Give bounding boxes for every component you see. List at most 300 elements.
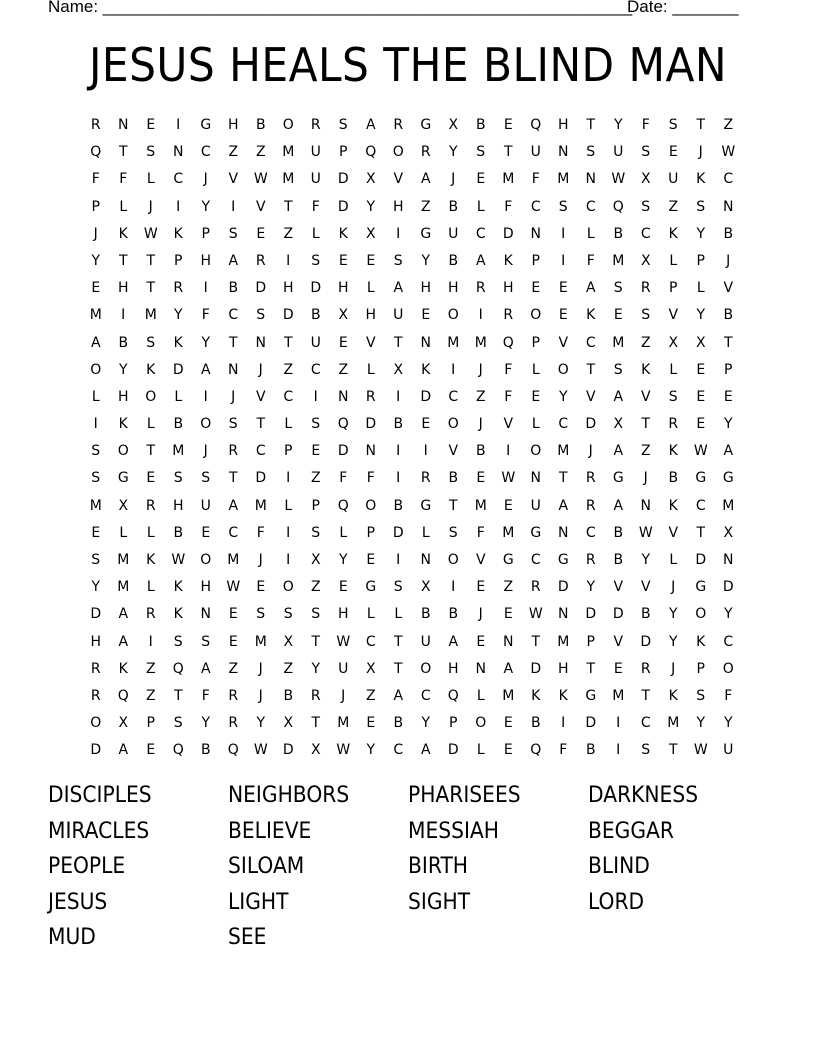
- grid-letter: R: [365, 388, 376, 405]
- grid-letter: M: [337, 715, 350, 732]
- grid-letter: P: [284, 443, 293, 460]
- grid-letter: J: [451, 171, 456, 188]
- grid-letter: N: [723, 198, 734, 215]
- grid-letter: I: [176, 117, 181, 133]
- grid-letter: R: [668, 416, 679, 433]
- grid-letter: Q: [337, 416, 349, 433]
- grid-letter: Z: [640, 334, 651, 351]
- grid-row: [82, 493, 742, 520]
- grid-letter: D: [502, 225, 514, 242]
- grid-letter: K: [503, 252, 513, 269]
- grid-letter: U: [448, 225, 459, 242]
- grid-letter: R: [503, 307, 514, 324]
- grid-letter: O: [145, 388, 157, 405]
- grid-letter: K: [173, 606, 183, 623]
- grid-letter: D: [695, 552, 707, 568]
- grid-letter: A: [503, 660, 514, 677]
- grid-letter: T: [118, 144, 128, 161]
- grid-letter: G: [585, 687, 597, 704]
- grid-letter: Y: [696, 307, 706, 324]
- grid-letter: V: [558, 334, 569, 351]
- word-bank-item: BIRTH: [408, 854, 469, 880]
- grid-letter: V: [585, 388, 596, 405]
- grid-letter: F: [504, 198, 513, 215]
- grid-letter: K: [668, 497, 678, 514]
- grid-letter: T: [228, 334, 238, 351]
- grid-letter: L: [146, 579, 155, 596]
- grid-letter: S: [311, 524, 321, 541]
- grid-letter: J: [258, 660, 263, 677]
- grid-letter: Y: [723, 606, 733, 623]
- grid-letter: S: [91, 552, 101, 568]
- grid-letter: M: [612, 687, 625, 704]
- grid-letter: E: [696, 361, 706, 378]
- grid-letter: R: [173, 280, 184, 297]
- grid-letter: B: [310, 307, 321, 324]
- grid-letter: A: [393, 280, 404, 297]
- grid-row: [82, 330, 742, 357]
- grid-letter: N: [200, 606, 211, 623]
- grid-letter: D: [557, 579, 569, 596]
- grid-letter: X: [283, 715, 294, 732]
- grid-letter: A: [613, 497, 624, 514]
- grid-letter: L: [586, 225, 595, 242]
- grid-letter: Z: [310, 470, 321, 487]
- grid-letter: S: [641, 742, 651, 759]
- grid-letter: J: [588, 443, 593, 460]
- grid-letter: S: [311, 606, 321, 623]
- grid-letter: S: [311, 416, 321, 433]
- grid-letter: M: [89, 497, 102, 514]
- grid-letter: S: [613, 280, 623, 297]
- grid-letter: T: [641, 416, 651, 433]
- grid-letter: S: [393, 252, 403, 269]
- grid-letter: A: [613, 388, 624, 405]
- grid-letter: D: [392, 524, 404, 541]
- grid-letter: W: [253, 742, 268, 759]
- grid-letter: T: [283, 198, 293, 215]
- grid-letter: L: [476, 198, 485, 215]
- grid-letter: Y: [668, 633, 678, 650]
- grid-letter: E: [256, 579, 266, 596]
- grid-letter: D: [420, 388, 432, 405]
- grid-letter: K: [696, 171, 706, 188]
- grid-letter: Z: [640, 443, 651, 460]
- grid-letter: R: [420, 470, 431, 487]
- grid-row: [82, 302, 742, 329]
- grid-letter: S: [641, 198, 651, 215]
- grid-letter: B: [668, 470, 679, 487]
- grid-letter: I: [506, 443, 511, 460]
- grid-letter: M: [557, 171, 570, 188]
- grid-row: [82, 221, 742, 248]
- grid-letter: Y: [641, 552, 651, 568]
- grid-row: [82, 656, 742, 683]
- grid-letter: C: [228, 524, 239, 541]
- grid-letter: R: [475, 280, 486, 297]
- grid-letter: P: [146, 715, 155, 732]
- grid-letter: S: [283, 606, 293, 623]
- grid-letter: Q: [172, 742, 184, 759]
- grid-letter: V: [228, 171, 239, 188]
- grid-letter: O: [447, 416, 459, 433]
- grid-letter: W: [693, 443, 708, 460]
- grid-letter: S: [173, 470, 183, 487]
- grid-letter: M: [667, 715, 680, 732]
- grid-letter: S: [558, 198, 568, 215]
- grid-letter: H: [200, 252, 212, 269]
- grid-letter: C: [420, 687, 431, 704]
- grid-letter: S: [228, 416, 238, 433]
- grid-letter: W: [528, 606, 543, 623]
- grid-letter: I: [203, 280, 208, 297]
- grid-letter: M: [172, 443, 185, 460]
- grid-letter: E: [146, 742, 156, 759]
- grid-letter: T: [283, 334, 293, 351]
- grid-letter: T: [393, 660, 403, 677]
- grid-letter: H: [365, 307, 377, 324]
- grid-letter: V: [255, 198, 266, 215]
- grid-letter: P: [696, 252, 705, 269]
- grid-letter: S: [201, 633, 211, 650]
- grid-letter: R: [420, 144, 431, 161]
- grid-letter: F: [531, 171, 540, 188]
- grid-letter: A: [118, 633, 129, 650]
- grid-letter: F: [311, 198, 320, 215]
- grid-letter: K: [668, 443, 678, 460]
- grid-letter: B: [613, 552, 624, 568]
- grid-letter: N: [585, 171, 596, 188]
- grid-letter: F: [504, 388, 513, 405]
- grid-letter: Y: [91, 252, 101, 269]
- grid-letter: E: [503, 742, 513, 759]
- grid-letter: E: [91, 524, 101, 541]
- page-title: JESUS HEALS THE BLIND MAN: [88, 38, 728, 92]
- grid-letter: E: [256, 225, 266, 242]
- grid-letter: L: [476, 742, 485, 759]
- grid-letter: Z: [365, 687, 376, 704]
- grid-letter: L: [366, 606, 375, 623]
- word-bank-item: BELIEVE: [228, 818, 312, 844]
- grid-letter: J: [643, 470, 648, 487]
- grid-letter: B: [448, 198, 459, 215]
- grid-letter: Z: [145, 687, 156, 704]
- grid-letter: S: [476, 144, 486, 161]
- grid-letter: N: [118, 117, 129, 133]
- grid-letter: M: [612, 334, 625, 351]
- grid-letter: K: [338, 225, 348, 242]
- grid-letter: A: [420, 171, 431, 188]
- grid-letter: I: [313, 388, 318, 405]
- grid-letter: B: [393, 497, 404, 514]
- grid-letter: B: [200, 742, 211, 759]
- grid-letter: I: [286, 552, 291, 568]
- grid-letter: V: [723, 280, 734, 297]
- grid-letter: E: [338, 334, 348, 351]
- grid-letter: L: [696, 280, 705, 297]
- grid-letter: Z: [283, 660, 294, 677]
- grid-letter: K: [668, 687, 678, 704]
- grid-letter: J: [671, 660, 676, 677]
- grid-letter: M: [557, 633, 570, 650]
- grid-letter: I: [478, 307, 483, 324]
- grid-letter: O: [530, 307, 542, 324]
- grid-letter: Y: [173, 307, 183, 324]
- grid-letter: C: [585, 198, 596, 215]
- grid-letter: K: [696, 633, 706, 650]
- grid-letter: X: [118, 715, 129, 732]
- grid-letter: N: [530, 225, 541, 242]
- grid-letter: Y: [91, 579, 101, 596]
- grid-letter: Q: [530, 742, 542, 759]
- grid-letter: V: [365, 334, 376, 351]
- grid-letter: K: [118, 416, 128, 433]
- grid-letter: L: [311, 225, 320, 242]
- grid-letter: Z: [145, 660, 156, 677]
- grid-letter: U: [310, 144, 321, 161]
- grid-letter: G: [117, 470, 129, 487]
- grid-letter: T: [696, 524, 706, 541]
- grid-row: [82, 139, 742, 166]
- grid-letter: I: [561, 252, 566, 269]
- grid-letter: F: [201, 307, 210, 324]
- grid-letter: N: [255, 334, 266, 351]
- grid-letter: V: [393, 171, 404, 188]
- grid-letter: D: [722, 579, 734, 596]
- grid-letter: P: [669, 280, 678, 297]
- grid-letter: X: [420, 579, 431, 596]
- grid-letter: O: [90, 715, 102, 732]
- grid-letter: F: [366, 470, 375, 487]
- grid-letter: E: [476, 633, 486, 650]
- grid-letter: U: [668, 171, 679, 188]
- grid-letter: P: [339, 144, 348, 161]
- grid-letter: N: [558, 144, 569, 161]
- grid-letter: R: [145, 497, 156, 514]
- grid-letter: C: [640, 715, 651, 732]
- grid-letter: P: [366, 524, 375, 541]
- grid-letter: M: [117, 552, 130, 568]
- grid-letter: E: [311, 443, 321, 460]
- grid-letter: A: [228, 252, 239, 269]
- grid-letter: X: [613, 416, 624, 433]
- grid-letter: U: [310, 334, 321, 351]
- grid-letter: H: [282, 280, 294, 297]
- grid-letter: I: [121, 307, 126, 324]
- word-bank-item: MIRACLES: [48, 818, 150, 844]
- grid-letter: E: [421, 307, 431, 324]
- grid-letter: Q: [365, 144, 377, 161]
- grid-letter: T: [146, 252, 156, 269]
- grid-letter: B: [640, 606, 651, 623]
- grid-letter: D: [90, 742, 102, 759]
- grid-letter: T: [696, 117, 706, 133]
- grid-letter: O: [722, 660, 734, 677]
- grid-letter: M: [474, 334, 487, 351]
- grid-letter: J: [203, 443, 208, 460]
- grid-letter: S: [393, 579, 403, 596]
- grid-letter: S: [256, 606, 266, 623]
- grid-letter: M: [722, 497, 735, 514]
- grid-letter: W: [611, 171, 626, 188]
- grid-letter: D: [585, 416, 597, 433]
- grid-letter: Y: [723, 416, 733, 433]
- grid-letter: Q: [447, 687, 459, 704]
- grid-letter: E: [228, 606, 238, 623]
- grid-letter: H: [392, 198, 404, 215]
- grid-letter: T: [641, 687, 651, 704]
- grid-letter: F: [256, 524, 265, 541]
- grid-letter: M: [282, 144, 295, 161]
- grid-letter: N: [338, 388, 349, 405]
- grid-letter: T: [668, 742, 678, 759]
- grid-letter: X: [640, 171, 651, 188]
- grid-letter: V: [448, 443, 459, 460]
- grid-letter: R: [90, 687, 101, 704]
- grid-letter: X: [365, 171, 376, 188]
- grid-letter: B: [613, 225, 624, 242]
- grid-letter: Y: [256, 715, 266, 732]
- grid-letter: E: [613, 660, 623, 677]
- grid-letter: H: [200, 579, 212, 596]
- grid-letter: B: [228, 280, 239, 297]
- grid-letter: Z: [503, 579, 514, 596]
- grid-letter: V: [613, 633, 624, 650]
- grid-letter: F: [504, 361, 513, 378]
- grid-letter: W: [143, 225, 158, 242]
- grid-letter: B: [475, 117, 486, 133]
- grid-letter: L: [146, 416, 155, 433]
- grid-letter: C: [283, 388, 294, 405]
- grid-letter: X: [118, 497, 129, 514]
- grid-letter: Z: [668, 198, 679, 215]
- grid-letter: I: [396, 388, 401, 405]
- grid-letter: V: [503, 416, 514, 433]
- grid-letter: W: [638, 524, 653, 541]
- grid-letter: Y: [696, 715, 706, 732]
- grid-letter: Q: [117, 687, 129, 704]
- grid-letter: Z: [228, 144, 239, 161]
- grid-letter: K: [668, 225, 678, 242]
- grid-letter: E: [338, 579, 348, 596]
- grid-letter: Y: [366, 742, 376, 759]
- grid-letter: O: [200, 552, 212, 568]
- grid-letter: T: [393, 334, 403, 351]
- grid-row: [82, 248, 742, 275]
- grid-row: [82, 629, 742, 656]
- grid-letter: T: [146, 443, 156, 460]
- grid-letter: U: [420, 633, 431, 650]
- grid-letter: T: [448, 497, 458, 514]
- word-bank-item: LIGHT: [228, 889, 289, 915]
- grid-letter: G: [695, 579, 707, 596]
- grid-letter: B: [393, 416, 404, 433]
- grid-letter: T: [586, 361, 596, 378]
- grid-letter: B: [723, 307, 734, 324]
- grid-letter: H: [447, 280, 459, 297]
- grid-letter: E: [91, 280, 101, 297]
- grid-letter: S: [91, 470, 101, 487]
- grid-letter: S: [613, 361, 623, 378]
- grid-letter: E: [558, 307, 568, 324]
- grid-letter: M: [117, 579, 130, 596]
- grid-letter: K: [586, 307, 596, 324]
- grid-letter: E: [696, 416, 706, 433]
- grid-letter: F: [586, 252, 595, 269]
- grid-letter: K: [173, 225, 183, 242]
- grid-letter: H: [337, 606, 349, 623]
- grid-letter: S: [696, 687, 706, 704]
- grid-letter: B: [475, 443, 486, 460]
- grid-letter: J: [341, 687, 346, 704]
- grid-letter: N: [173, 144, 184, 161]
- grid-row: [82, 275, 742, 302]
- grid-row: [82, 683, 742, 710]
- grid-letter: E: [366, 715, 376, 732]
- grid-letter: U: [530, 144, 541, 161]
- grid-row: [82, 112, 742, 139]
- grid-letter: L: [119, 198, 128, 215]
- grid-row: [82, 384, 742, 411]
- grid-letter: X: [365, 225, 376, 242]
- grid-letter: C: [695, 497, 706, 514]
- grid-letter: B: [118, 334, 129, 351]
- grid-letter: H: [227, 117, 239, 133]
- grid-letter: E: [201, 524, 211, 541]
- grid-letter: Y: [613, 117, 623, 133]
- grid-letter: S: [173, 715, 183, 732]
- grid-letter: X: [365, 660, 376, 677]
- grid-letter: G: [722, 470, 734, 487]
- grid-letter: L: [284, 497, 293, 514]
- grid-letter: P: [696, 660, 705, 677]
- grid-letter: L: [284, 416, 293, 433]
- grid-letter: C: [640, 225, 651, 242]
- grid-letter: R: [228, 687, 239, 704]
- grid-letter: U: [200, 497, 211, 514]
- word-bank-item: DISCIPLES: [48, 783, 152, 809]
- grid-letter: S: [668, 388, 678, 405]
- grid-letter: Z: [255, 144, 266, 161]
- grid-letter: V: [255, 388, 266, 405]
- grid-letter: Z: [475, 388, 486, 405]
- grid-letter: Y: [668, 606, 678, 623]
- grid-letter: Y: [118, 361, 128, 378]
- grid-letter: Q: [530, 117, 542, 133]
- grid-letter: A: [118, 606, 129, 623]
- grid-letter: S: [668, 117, 678, 133]
- grid-letter: A: [200, 361, 211, 378]
- grid-letter: D: [172, 361, 184, 378]
- grid-letter: J: [148, 198, 153, 215]
- grid-letter: L: [91, 388, 100, 405]
- grid-letter: R: [145, 606, 156, 623]
- grid-letter: Z: [420, 198, 431, 215]
- grid-letter: L: [366, 280, 375, 297]
- grid-letter: U: [530, 497, 541, 514]
- grid-letter: D: [282, 307, 294, 324]
- grid-letter: J: [203, 171, 208, 188]
- grid-letter: A: [448, 633, 459, 650]
- grid-letter: O: [282, 579, 294, 596]
- word-bank-item: JESUS: [48, 889, 108, 915]
- grid-letter: C: [585, 334, 596, 351]
- grid-row: [82, 465, 742, 492]
- grid-letter: O: [530, 443, 542, 460]
- grid-letter: N: [723, 552, 734, 568]
- grid-letter: M: [612, 252, 625, 269]
- grid-letter: M: [502, 171, 515, 188]
